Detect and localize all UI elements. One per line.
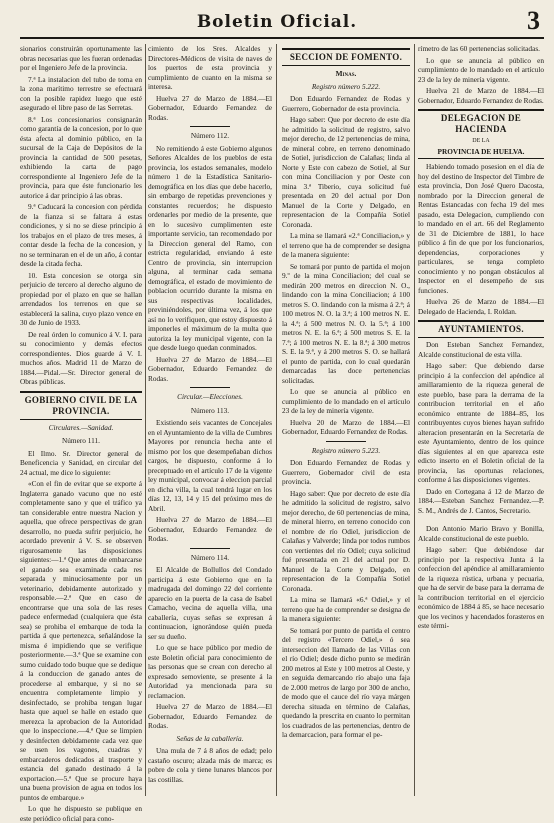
divider — [461, 519, 501, 520]
section-heading-sub: DE LA — [472, 138, 490, 144]
paragraph: Hago saber: Que por decreto de este día he admitido la solicitud de registro, salvo mejor derecho, de 60 pertenencias de mina, de mineral hierro, en terreno conocido con el nombre de río Odiel, jurisdiccion de Calañas y Valverde; linda por todos rumbos con vertientes del río Odiel; cuya solicitud fué presentada en 21 del actual por D. Manuel de la Corte y Delgado, en representacion de la Compañía Sotiel Coronada. — [282, 488, 410, 593]
paragraph: sionarios construirán oportunamente las obras necesarias que les fueran ordenadas por el Ingeniero Jefe de la provincia. — [20, 44, 142, 72]
signature: Huelva 26 de Marzo de 1884.—El Delegado de Hacienda, I. Roldan. — [418, 297, 544, 316]
paragraph: Se tomará por punto de partida el centro del registro «Tercero Odiel,» ó sea interseccion del llamado de las Villas con el río Odiel; desde dicho punto se medirán 200 metros al Este y 100 metros al Oeste, y en seguida demarcando río abajo una faja de 2.000 metros de largo por 300 de ancho, de modo que el cauce del río vaya márgen derecha situada en término de Calañas, quedando la prescrita en cuanto lo permitan los cuadrados de las pertenencias, dentro de la demarcacion, para formar el pe- — [282, 625, 410, 739]
paragraph: No remitiendo á este Gobierno algunos Señores Alcaldes de los pueblos de esta provincia, los estados semanales, modelo número 1 de la Estadística Sanitario-demográfica en los días que debe hacerlo, sin embargo de repetidas prevenciones y constantes recuerdos; he dispuesto ordenarles por medio de la presente, que en lo sucesivo cumplimenten este importante servicio, tan recomendado por la Direccion general del Ramo, con estricta regularidad, enviando á este Centro de provincia, sin interrupcion alguna, al terminar cada semana demográfica, el estado de movimiento de poblacion ocurrido durante la misma en sus respectivas localidades, previniéndoles, por última vez, á los que así no lo verifiquen, que estoy dispuesto á imponerles el máximum de la multa que autoriza la ley municipal vigente, con la que desde luego quedan conminados. — [148, 143, 272, 352]
divider — [326, 441, 366, 442]
column-1 — [20, 44, 142, 823]
paragraph: Habiendo tomado posesion en el día de hoy del destino de Inspector del Timbre de esta provincia, Don José Quero Dacosta, nombrado por la Direccion general de Rentas Estancadas con fecha 19 del mes pasado, esta Delegacion, cumpliendo con lo mandado en el art. 66 del Reglamento de 31 de Diciembre de 1881, lo hace público á fin de que por los funcionarios, dependencias, corporaciones y particulares, se tenga completo conocimiento y no pongan obstáculos al Inspector en el desempeño de sus funciones. — [418, 162, 544, 295]
paragraph: La mina se llamará «6.ª Odiel,» y el terreno que ha de comprender se designa de la manera siguiente: — [282, 595, 410, 623]
paragraph: De real órden lo comunico á V. I. para su conocimiento y demás efectos correspondientes. Dios guarde á V. I. muchos años. Madrid 11 de Marzo de 1884.—Pidal.—Sr. Director general de Obras públicas. — [20, 329, 142, 386]
signature: Huelva 21 de Marzo de 1884.—El Gobernador, Eduardo Fernandez de Rodas. — [418, 86, 544, 105]
header-rule — [20, 37, 544, 39]
registry-number: Registro número 5.223. — [311, 445, 381, 455]
column-divider — [414, 44, 415, 796]
masthead — [0, 0, 554, 40]
section-heading: AYUNTAMIENTOS. — [418, 320, 544, 338]
registry-number: Registro número 5.222. — [311, 81, 381, 91]
section-heading: SECCION DE FOMENTO. — [282, 48, 410, 66]
signature: Huelva 27 de Marzo de 1884.—El Gobernador, Eduardo Fernandez de Rodas. — [148, 515, 272, 543]
signature: Huelva 27 de Marzo de 1884.—El Gobernador, Eduardo Fernandez de Rodas. — [148, 354, 272, 383]
paragraph: cimiento de los Sres. Alcaldes y Directores-Médicos de visita de naves de los puertos de esta provincia y cumplimiento de cuanto en la misma se interesa. — [148, 44, 272, 91]
paragraph: Existiendo seis vacantes de Concejales en el Ayuntamiento de la villa de Cumbres Mayores por renuncia hecha ante el mismo por los que desempeñaban dichos cargos, he dispuesto, conforme á lo preceptuado en el artículo 17 de la vigente ley municipal, convocar á eleccion parcial en dicha villa, la cual tendrá lugar en los días 12, 13, 14 y 15 del próximo mes de Abril. — [148, 418, 272, 513]
column-divider — [276, 44, 277, 796]
paragraph: Lo que he dispuesto se publique en este periódico oficial para cono- — [20, 804, 142, 823]
column-4 — [418, 44, 544, 794]
column-3 — [282, 44, 410, 794]
paragraph: 10. Esta concesion se otorga sin perjuicio de tercero al derecho alguno de propiedad por el plazo en que se hallan arrendados los terrenos en que se establecerá la salina, cuyo plazo vence en 30 de Junio de 1933. — [20, 270, 142, 327]
paragraph: Don Esteban Sanchez Fernandez, Alcalde constitucional de esta villa. — [418, 340, 544, 359]
column-2 — [148, 44, 272, 794]
notice-number: Número 112. — [190, 131, 230, 140]
subsection-heading: Circulares.—Sanidad. — [48, 422, 114, 432]
paragraph: 9.ª Caducará la concesion con pérdida de la fianza si se faltara á estas condiciones, y si no se diese principio á los trabajos en el plazo de tres meses, á contar desde la fecha de la concesion, y no se terminaran en el de un año, á contar desde la citada fecha. — [20, 202, 142, 268]
section-heading-sub: PROVINCIA DE HUELVA. — [418, 147, 544, 160]
paragraph: Se tomará por punto de partida el mojon 9.º de la mina Conciliacion; del cual se medirán 200 metros en direccion N. O., lindando con la mina Conciliacion; á 100 metros S. O. lindando con la misma á 2.ª; á 100 metros N. O. la 3.ª; á 100 metros N. E. la 4.ª; á 500 metros N. O. la 5.ª; á 100 metros N. E. la 6.ª; á 500 metros S. E. la 7.ª; á 100 metros N. E. la 8.ª; á 300 metros S. E. la 9.ª, y á 200 metros S. O. se hallará el punto de partida, con lo cual quedarán demarcadas las doce pertenencias solicitadas. — [282, 261, 410, 385]
notice-number: Número 113. — [190, 405, 230, 415]
section-heading: DELEGACION DE HACIENDA — [418, 109, 544, 137]
paragraph: Don Eduardo Fernandez de Rodas y Guerrero, Gobernador civil de esta provincia. — [282, 458, 410, 486]
paragraph: El Alcalde de Bollullos del Condado participa á este Gobierno que en la madrugada del domingo 22 del corriente aparecio en la puerta de la casa de Isabel Camacho, vecina de aquella villa, una caballería, cuyas señas se expresan á continuacion, ignorándose quién pueda ser su dueño. — [148, 565, 272, 641]
signature: Huelva 27 de Marzo de 1884.—El Gobernador, Eduardo Fernandez de Rodas. — [148, 702, 272, 730]
signature: Dado en Cortegana á 12 de Marzo de 1884.—Esteban Sanchez Fernandez.—P. S. M., Andrés de J. Cantos, Secretario. — [418, 486, 544, 515]
paragraph: Lo que se hace público por medio de este Boletin oficial para conocimiento de las personas que se crean con derecho al expresado semoviente, se presente á la Autoridad ya mencionada para su reclamacion. — [148, 643, 272, 700]
subsection-heading: Circular.—Elecciones. — [177, 392, 243, 401]
paragraph: La mina se llamará «2.ª Conciliacion,» y el terreno que ha de comprender se designa de la manera siguiente: — [282, 231, 410, 259]
paragraph: Una mula de 7 á 8 años de edad; pelo castaño oscuro; alzada más de marca; es pobre de cola y tiene lunares blancos por las costillas. — [148, 746, 272, 784]
notice-number: Número 111. — [62, 436, 100, 445]
divider — [190, 387, 230, 388]
paragraph: Hago saber: Que por decreto de este día he admitido la solicitud de registro, salvo mejor derecho, de 12 pertenencias de mina, de mineral cobre, en terreno denominado de Sotiel, jurisdiccion de Calañas; linda al Norte y Este con cabezo de Sotiel, al Sur con mina Conciliacion y por Oeste con mina 3.ª Tiberio, cuya solicitud fué presentada en 20 del actual por Don Manuel de la Corte y Delgado, en representacion de la Compañía Sotiel Coronada. — [282, 115, 410, 229]
subsection-heading: Minas. — [335, 69, 357, 78]
signature: Huelva 20 de Marzo de 1884.—El Gobernador, Eduardo Fernandez de Rodas. — [282, 417, 410, 436]
page-number: 3 — [527, 6, 540, 35]
divider — [190, 548, 230, 549]
paragraph: Lo que se anuncia al público en cumplimiento de lo mandado en el artículo 23 de la ley de minería vigente. — [418, 55, 544, 84]
subsection-heading: Señas de la caballería. — [176, 733, 244, 743]
divider — [190, 126, 230, 127]
paragraph: Hago saber: Que debiéndose dar principio por la respectiva Junta á la confeccion del apéndice al amillaramiento de la riqueza rústica, urbana y pecuaria, que ha de servir de base para la derrama de la contribucion territorial en el ejercicio económico de 1884 á 85, se hace necesario que los vecinos y hacendados forasteros en este térmi- — [418, 545, 544, 630]
paragraph: «Con el fin de evitar que se exporte á Inglaterra ganado vacuno que no esté completamente sano y que el tráfico ya tan considerable entre nuestra Nacion y aquella, que ofrece perspectivas de gran desarrollo, no pueda sufrir perjuicio, he acordado prevenir á V. S. se observen rigurosamente las disposiciones siguientes:—1.ª Que antes de embarcarse el ganado sea examinada cada res separada y minuciosamente por un veterinario, debidamente autorizado y responsable.—2.ª Que en caso de encontrarse que una sola de las reses padece enfermedad (cualquiera que ésta sea) se prohiba el embarque de toda la partida á que pertenezca, señalándose la misma é impidiendo que se verifique posteriormente.—3.ª Que se examine con sumo cuidado todo buque que se dedique á la conduccion de ganado antes de procederse al embarque, y si no se encuentra completamente limpio y desinfectado, se prohiba tengan lugar hasta que aquel se halle en estado que merezca la aprobacion de la Autoridad que lo inspeccione.—4.ª Que se limpien y desinfecten debidamente cada vez que se usen los vagones, cuadras y embarcaderos dedicados al trasporte y estancia del ganado destinado á la exportacion.—5.ª Que se procure haya una buena provision de agua en todos los puntos de embarque.» — [20, 479, 142, 802]
paragraph: 7.ª La instalacion del tubo de toma en la zona marítimo terrestre se efectuará con la posible rapidez luego que esté asegurado el libre paso de las Serretas. — [20, 74, 142, 112]
paragraph: Don Eduardo Fernandez de Rodas y Guerrero, Gobernador de esta provincia. — [282, 94, 410, 113]
signature: Huelva 27 de Marzo de 1884.—El Gobernador, Eduardo Fernandez de Rodas. — [148, 93, 272, 122]
paragraph: El Ilmo. Sr. Director general de Beneficencia y Sanidad, en circular del 24 actual, me dice lo siguiente: — [20, 448, 142, 477]
column-divider — [145, 44, 146, 796]
section-heading: GOBIERNO CIVIL DE LA PROVINCIA. — [20, 391, 142, 420]
notice-number: Número 114. — [190, 552, 230, 562]
paragraph: Hago saber: Que debiendo darse principio á la confeccion del apéndice al amillaramiento de la riqueza general de este pueblo, base para la derrama de la contribucion territorial en el año económico entrante de 1884–85, los contribuyentes cuyos bienes hayan sufrido alteracion presentarán en la Secretaría de este Ayuntamiento, dentro de los quince días siguientes al en que aparezca este edicto inserto en el Boletin oficial de la provincia, las oportunas relaciones, conforme á las disposiciones vigentes. — [418, 361, 544, 484]
paragraph: 8.ª Los concesionarios consignarán como garantía de la concesion, por lo que ésta afecta al dominio público, en la sucursal de la Caja de Depósitos de la provincia la cantidad de 500 pesetas, exhibiendo la carta de pago correspondiente al Ingeniero Jefe de la provincia, para que éste funcionario les autorice á dar principio á las obras. — [20, 114, 142, 200]
paragraph: rímetro de las 60 pertenencias solicitadas. — [418, 44, 540, 53]
paragraph: Don Antonio Mario Bravo y Bonilla, Alcalde constitucional de este pueblo. — [418, 524, 544, 543]
paragraph: Lo que se anuncia al público en cumplimiento de lo mandado en el artículo 23 de la ley de minería vigente. — [282, 387, 410, 415]
newspaper-title: Boletin Oficial. — [196, 12, 358, 32]
